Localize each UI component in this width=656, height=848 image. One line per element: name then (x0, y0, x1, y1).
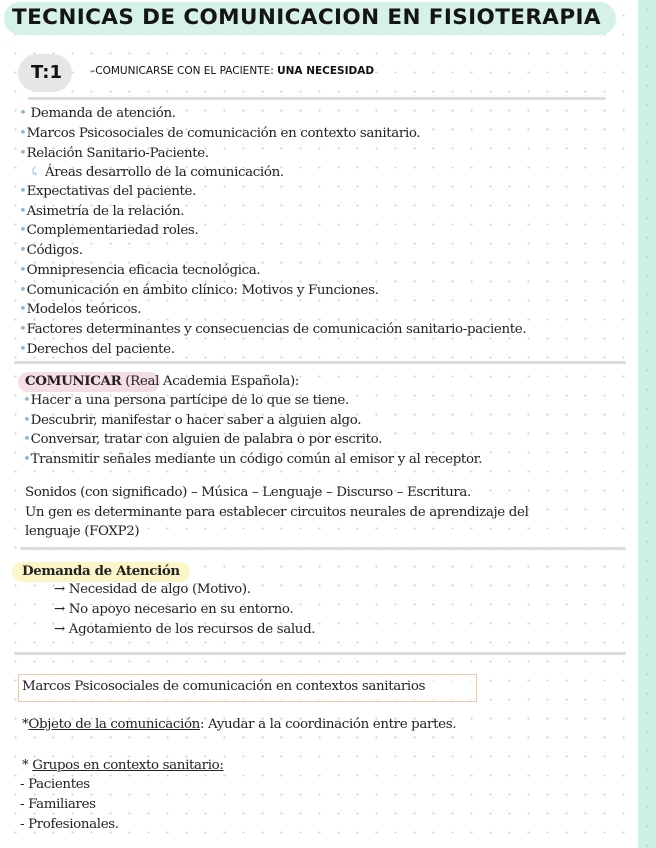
divider-line (20, 547, 626, 550)
list-item: •Derechos del paciente. (19, 342, 175, 357)
list-item: •Expectativas del paciente. (19, 184, 196, 199)
list-item: •Conversar, tratar con alguien de palabra o por escrito. (23, 432, 383, 447)
list-item: •Hacer a una persona partícipe de lo que se tiene. (23, 393, 349, 408)
list-item: •Códigos. (19, 243, 83, 258)
list-item: - Pacientes (20, 777, 90, 792)
list-item: •Marcos Psicosociales de comunicación en contexto sanitario. (19, 126, 421, 141)
list-item: •Modelos teóricos. (19, 302, 142, 317)
divider-line (14, 361, 626, 364)
list-item: ↳ Áreas desarrollo de la comunicación. (30, 165, 284, 180)
list-item: •Comunicación en ámbito clínico: Motivos y Funciones. (19, 283, 379, 298)
list-item: - Profesionales. (20, 817, 119, 832)
subtitle-emphasis: UNA NECESIDAD (277, 65, 375, 77)
list-item: → Agotamiento de los recursos de salud. (54, 622, 316, 637)
marcos-heading: Marcos Psicosociales de comunicación en contextos sanitarios (22, 679, 426, 694)
list-item: •Complementariedad roles. (19, 223, 199, 238)
list-item: → No apoyo necesario en su entorno. (54, 602, 294, 617)
grupos-heading: * Grupos en contexto sanitario: (22, 758, 224, 773)
list-item: → Necesidad de algo (Motivo). (54, 582, 251, 597)
list-item: •Asimetría de la relación. (19, 204, 185, 219)
right-margin-strip (638, 0, 656, 848)
comunicar-source: (Real Academia Española): (125, 374, 300, 389)
list-item: - Familiares (20, 797, 96, 812)
gene-line: lenguaje (FOXP2) (25, 524, 140, 539)
list-item: •Omnipresencia eficacia tecnológica. (19, 263, 261, 278)
topic-number: T:1 (31, 62, 63, 83)
topic-badge (18, 54, 72, 92)
list-item: •Factores determinantes y consecuencias de comunicación sanitario-paciente. (19, 322, 527, 337)
title-banner (4, 2, 616, 35)
grupos-label: Grupos en contexto sanitario: (32, 758, 224, 773)
objeto-label: Objeto de la comunicación (28, 717, 200, 732)
list-item: • Demanda de atención. (19, 106, 176, 121)
list-item: •Descubrir, manifestar o hacer saber a alguien algo. (23, 413, 362, 428)
list-item: •Transmitir señales mediante un código común al emisor y al receptor. (23, 452, 483, 467)
page-title: TECNICAS DE COMUNICACION EN FISIOTERAPIA (12, 5, 601, 30)
topic-subtitle (90, 65, 374, 77)
comunicar-heading (25, 373, 299, 390)
gene-line: Un gen es determinante para establecer circuitos neurales de aprendizaje del (25, 505, 529, 520)
objeto-line: *Objeto de la comunicación: Ayudar a la coordinación entre partes. (22, 717, 457, 732)
demanda-heading: Demanda de Atención (22, 563, 180, 579)
comunicar-term: COMUNICAR (25, 373, 122, 389)
divider-line (14, 652, 626, 655)
list-item: •Relación Sanitario-Paciente. (19, 146, 209, 161)
sounds-line: Sonidos (con significado) – Música – Lenguaje – Discurso – Escritura. (25, 485, 471, 500)
subtitle-prefix: –COMUNICARSE CON EL PACIENTE: (90, 65, 274, 77)
divider-line (28, 97, 606, 100)
